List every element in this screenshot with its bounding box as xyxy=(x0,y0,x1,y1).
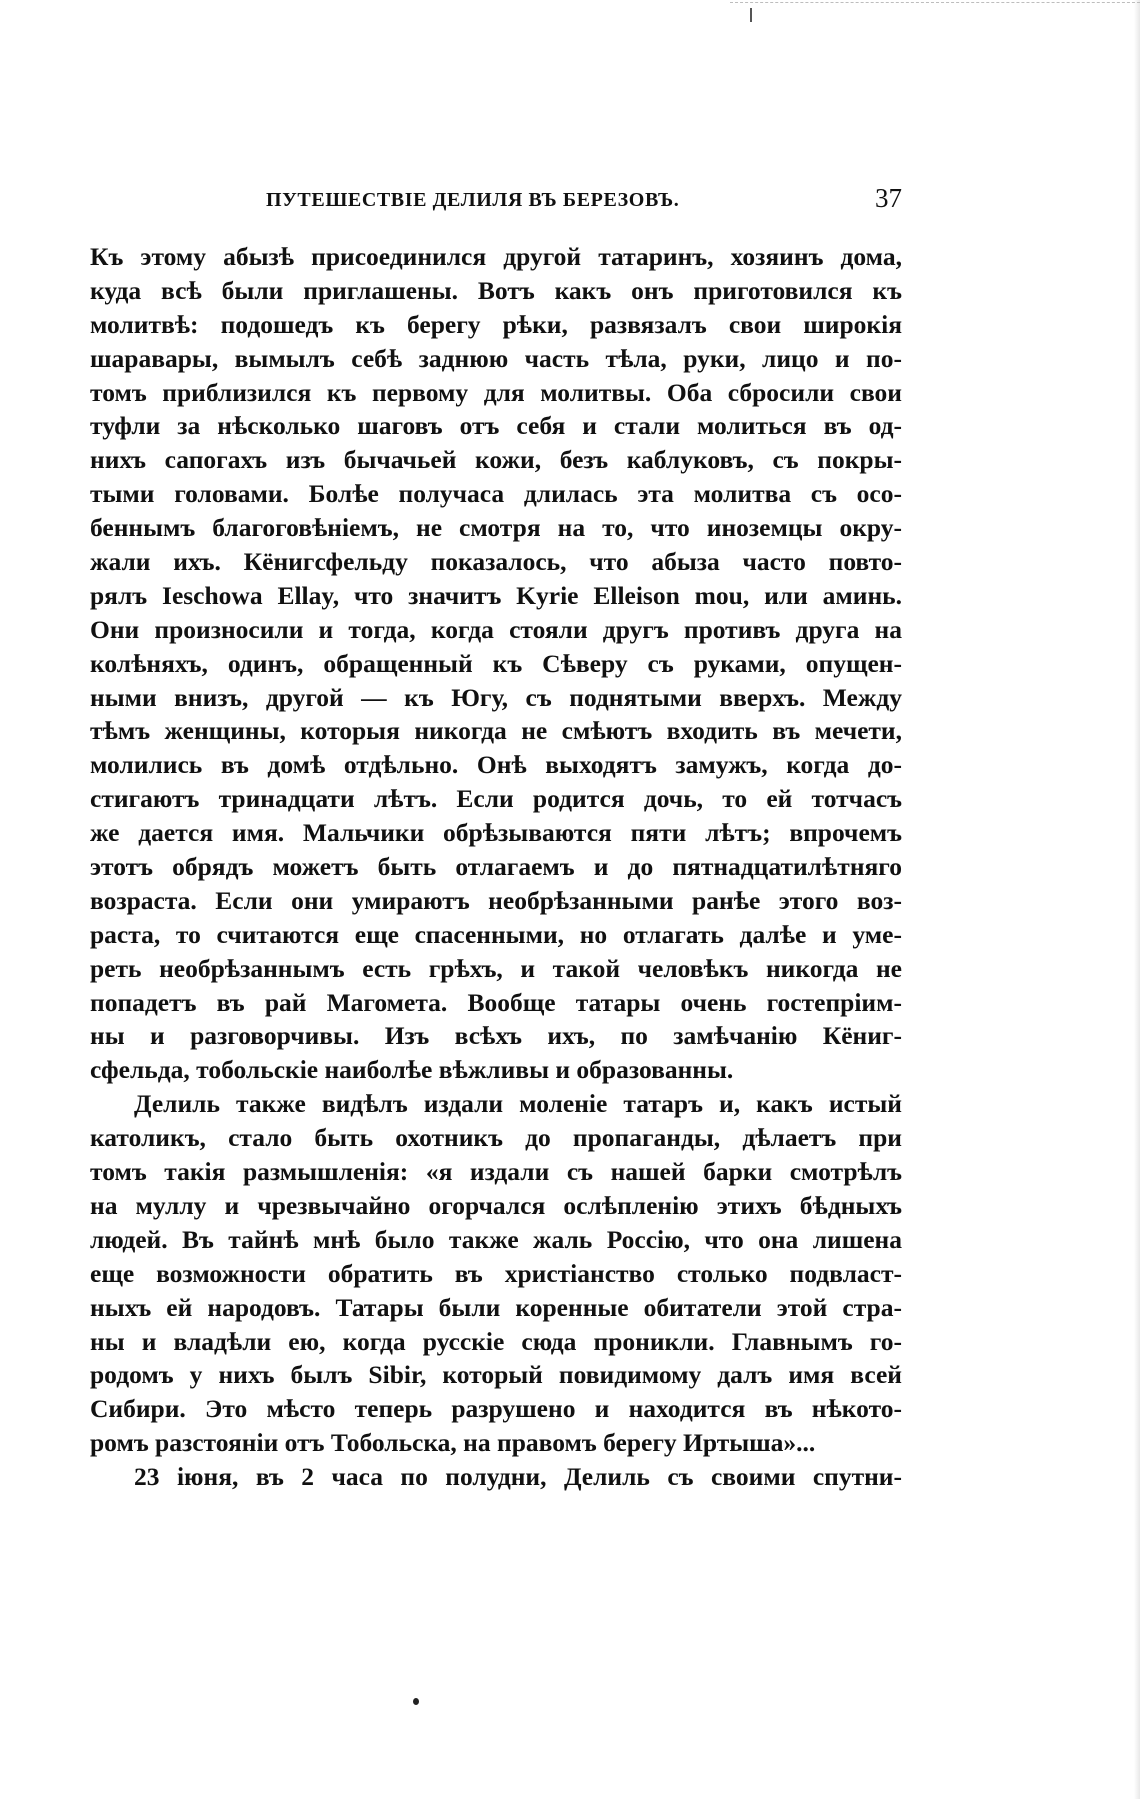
text-line: ны и владѣли ею, когда русскіе сюда проникли. Главнымъ го- xyxy=(90,1326,902,1356)
text-line: Они произносили и тогда, когда стояли другъ противъ друга на xyxy=(90,614,902,644)
text-line: куда всѣ были приглашены. Вотъ какъ онъ приготовился къ xyxy=(90,275,902,305)
paragraph-end-line: ромъ разстояніи отъ Тобольска, на правомъ берегу Иртыша»... xyxy=(90,1428,816,1458)
text-line: стигаютъ тринадцати лѣтъ. Если родится дочь, то ей тотчасъ xyxy=(90,784,902,814)
text-line: туфли за нѣсколько шаговъ отъ себя и стали молиться въ од- xyxy=(90,411,902,441)
text-line: раста, то считаются еще спасенными, но отлагать далѣе и уме- xyxy=(90,919,902,949)
top-rule xyxy=(730,2,1140,3)
text-line: томъ такія размышленія: «я издали съ нашей барки смотрѣлъ xyxy=(90,1157,902,1187)
paragraph-start-line: Делиль также видѣлъ издали моленіе татаръ и, какъ истый xyxy=(134,1089,902,1119)
running-title: ПУТЕШЕСТВІЕ ДЕЛИЛЯ ВЪ БЕРЕЗОВЪ. xyxy=(266,189,680,211)
text-line: попадетъ въ рай Магомета. Вообще татары очень гостепріим- xyxy=(90,987,902,1017)
text-line: колѣняхъ, одинъ, обращенный къ Сѣверу съ руками, опущен- xyxy=(90,648,902,678)
text-line: рялъ Ieschowa Ellay, что значитъ Kyrie Elleison mou, или аминь. xyxy=(90,580,902,610)
text-line: беннымъ благоговѣніемъ, не смотря на то, что иноземцы окру- xyxy=(90,513,902,543)
text-line: возраста. Если они умираютъ необрѣзанными ранѣе этого воз- xyxy=(90,885,902,915)
text-line: Къ этому абызѣ присоединился другой татаринъ, хозяинъ дома, xyxy=(90,242,902,271)
text-line: реть необрѣзаннымъ есть грѣхъ, и такой человѣкъ никогда не xyxy=(90,953,902,983)
text-line: ны и разговорчивы. Изъ всѣхъ ихъ, по замѣчанію Кёниг- xyxy=(90,1021,902,1051)
text-line: ными внизъ, другой — къ Югу, съ поднятыми вверхъ. Между xyxy=(90,682,902,712)
page-number: 37 xyxy=(875,183,902,213)
text-line: родомъ у нихъ былъ Sibir, который повидимому далъ имя всей xyxy=(90,1360,902,1390)
text-line: молитвѣ: подошедъ къ берегу рѣки, развязалъ свои широкія xyxy=(90,309,902,339)
text-line: тѣмъ женщины, которыя никогда не смѣютъ входить въ мечети, xyxy=(90,716,902,746)
text-line: же дается имя. Мальчики обрѣзываются пяти лѣтъ; впрочемъ xyxy=(90,818,902,848)
text-line: жали ихъ. Кёнигсфельду показалось, что абыза часто повто- xyxy=(90,547,902,577)
text-line: тыми головами. Болѣе получаса длилась эта молитва съ осо- xyxy=(90,479,902,509)
paragraph-start-line: 23 іюня, въ 2 часа по полудни, Делиль съ своими спутни- xyxy=(134,1462,902,1492)
text-line: Сибири. Это мѣсто теперь разрушено и находится въ нѣкото- xyxy=(90,1394,902,1424)
paragraph-end-line: сфельда, тобольскіе наиболѣе вѣжливы и образованны. xyxy=(90,1055,734,1085)
text-line: людей. Въ тайнѣ мнѣ было также жаль Россію, что она лишена xyxy=(90,1224,902,1254)
text-line: католикъ, стало быть охотникъ до пропаганды, дѣлаетъ при xyxy=(90,1123,902,1153)
page-body xyxy=(90,240,902,1494)
text-line: томъ приблизился къ первому для молитвы. Оба сбросили свои xyxy=(90,377,902,407)
page-header xyxy=(90,183,902,223)
text-line: на муллу и чрезвычайно огорчался ослѣпленію этихъ бѣдныхъ xyxy=(90,1190,902,1220)
stray-mark xyxy=(750,8,752,22)
text-line: еще возможности обратить въ христіанство столько подвласт- xyxy=(90,1258,902,1288)
text-line: молились въ домѣ отдѣльно. Онѣ выходятъ замужъ, когда до- xyxy=(90,750,902,780)
text-line: нихъ сапогахъ изъ бычачьей кожи, безъ каблуковъ, съ покры- xyxy=(90,445,902,475)
stray-dot xyxy=(413,1698,419,1705)
text-line: шаравары, вымылъ себѣ заднюю часть тѣла, руки, лицо и по- xyxy=(90,343,902,373)
text-line: ныхъ ей народовъ. Татары были коренные обитатели этой стра- xyxy=(90,1292,902,1322)
text-line: этотъ обрядъ можетъ быть отлагаемъ и до пятнадцатилѣтняго xyxy=(90,852,902,882)
scan-edge xyxy=(1134,0,1140,1799)
